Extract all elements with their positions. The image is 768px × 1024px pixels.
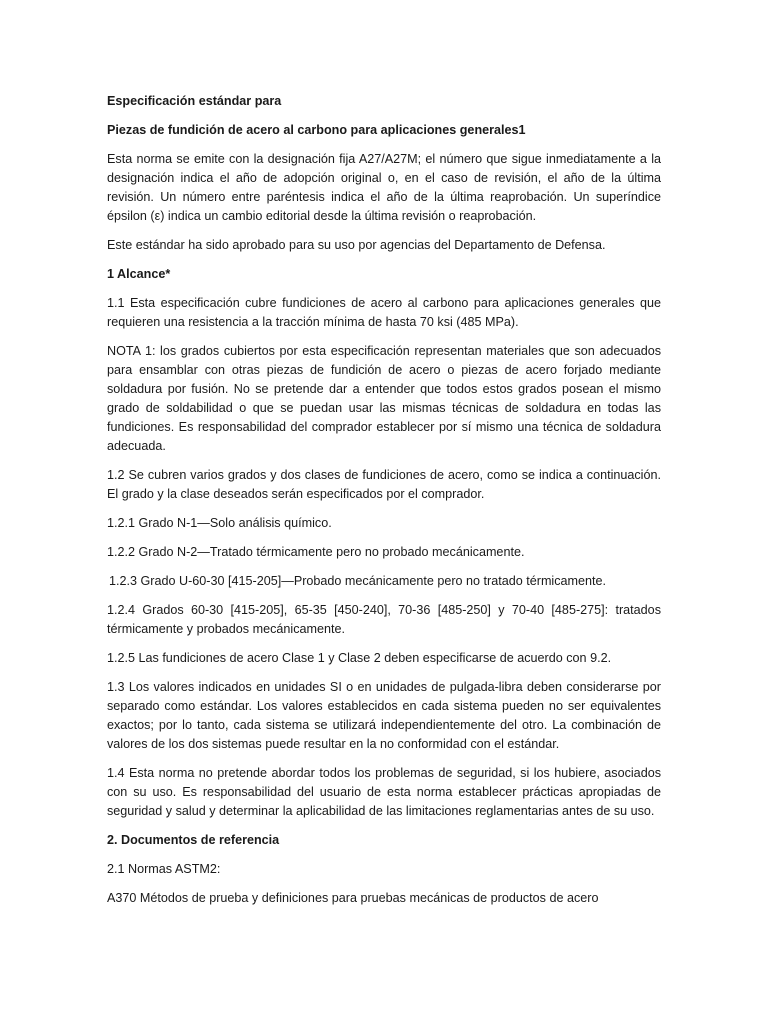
document-title: Especificación estándar para: [107, 94, 282, 108]
designation-paragraph: Esta norma se emite con la designación fija A27/A27M; el número que sigue inmediatamente a la designación indica el año de adopción original o, en el caso de revisión, el año de la última revisión. Un número entre paréntesis indica el año de la última reaprobación. Un superíndice épsilon (ε) indica un cambio editorial desde la última revisión o reaprobación.: [107, 152, 661, 223]
clause-1-2-1: 1.2.1 Grado N-1—Solo análisis químico.: [107, 516, 332, 530]
clause-1-2-3: 1.2.3 Grado U-60-30 [415-205]—Probado mecánicamente pero no tratado térmicamente.: [109, 574, 607, 588]
note-1: NOTA 1: los grados cubiertos por esta especificación representan materiales que son adecuados para ensamblar con otras piezas de fundición de acero o piezas de acero forjado mediante soldadura por fusión. No se pretende dar a entender que todos estos grados posean el mismo grado de soldabilidad o que se puedan usar las mismas técnicas de soldadura en todas las fundiciones. Es responsabilidad del comprador establecer por sí mismo una técnica de soldadura adecuada.: [107, 344, 661, 453]
section-heading-scope: 1 Alcance*: [107, 267, 171, 281]
clause-1-1: 1.1 Esta especificación cubre fundiciones de acero al carbono para aplicaciones generales que requieren una resistencia a la tracción mínima de hasta 70 ksi (485 MPa).: [107, 296, 661, 329]
clause-1-2-5: 1.2.5 Las fundiciones de acero Clase 1 y Clase 2 deben especificarse de acuerdo con 9.2.: [107, 651, 612, 665]
approval-paragraph: Este estándar ha sido aprobado para su uso por agencias del Departamento de Defensa.: [107, 238, 606, 252]
document-subtitle: Piezas de fundición de acero al carbono para aplicaciones generales1: [107, 123, 526, 137]
clause-1-3: 1.3 Los valores indicados en unidades SI o en unidades de pulgada-libra deben considerarse por separado como estándar. Los valores establecidos en cada sistema pueden no ser equivalentes exactos; por lo tanto, cada sistema se utilizará independientemente del otro. La combinación de valores de los dos sistemas puede resultar en la no conformidad con el estándar.: [107, 680, 661, 751]
reference-a370: A370 Métodos de prueba y definiciones para pruebas mecánicas de productos de acero: [107, 891, 599, 905]
clause-1-2-4: 1.2.4 Grados 60-30 [415-205], 65-35 [450-240], 70-36 [485-250] y 70-40 [485-275]: tratados térmicamente y probados mecánicamente.: [107, 603, 661, 636]
clause-1-2-2: 1.2.2 Grado N-2—Tratado térmicamente pero no probado mecánicamente.: [107, 545, 525, 559]
section-heading-references: 2. Documentos de referencia: [107, 833, 280, 847]
document-page: [107, 92, 661, 918]
clause-1-4: 1.4 Esta norma no pretende abordar todos los problemas de seguridad, si los hubiere, asociados con su uso. Es responsabilidad del usuario de esta norma establecer prácticas apropiadas de seguridad y salud y determinar la aplicabilidad de las limitaciones reglamentarias antes de su uso.: [107, 766, 661, 818]
clause-1-2: 1.2 Se cubren varios grados y dos clases de fundiciones de acero, como se indica a continuación. El grado y la clase deseados serán especificados por el comprador.: [107, 468, 661, 501]
clause-2-1: 2.1 Normas ASTM2:: [107, 862, 221, 876]
